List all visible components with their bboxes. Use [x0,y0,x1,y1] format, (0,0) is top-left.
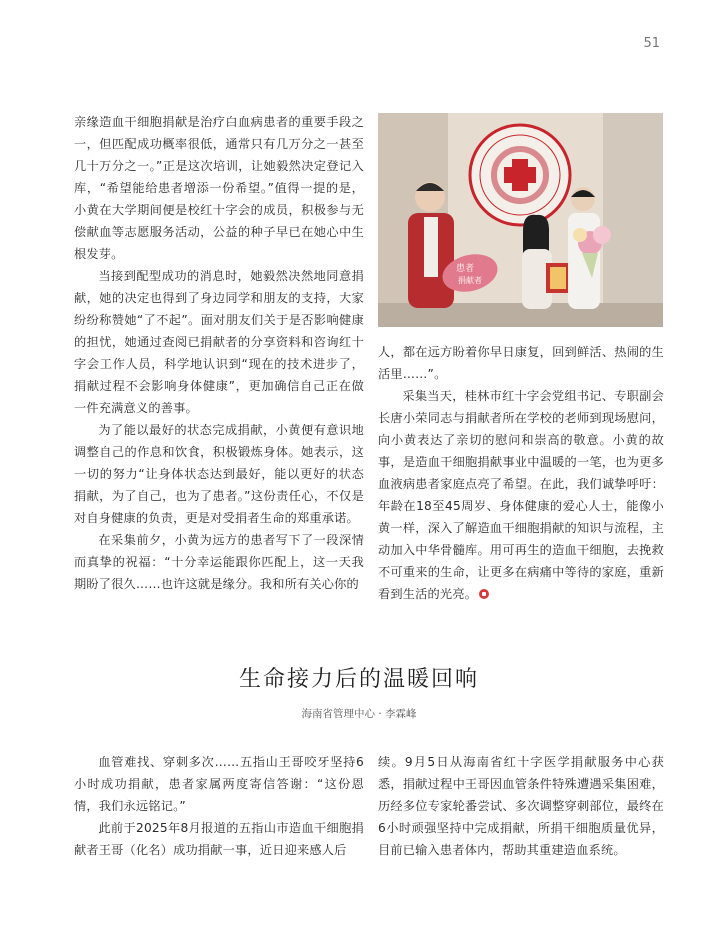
placard-text: 患者 [456,264,475,274]
article-title: 生命接力后的温暖回响 [238,667,479,692]
paragraph: 在采集前夕，小黄为远方的患者写下了一段深情而真挚的祝福：“十分幸运能跟你匹配上，这一天我期盼了很久……也许这就是缘分。我和所有关心你的 [74,533,364,591]
end-mark-icon [479,589,489,599]
paragraph: 亲缘造血干细胞捐献是治疗白血病患者的重要手段之一，但匹配成功概率很低，通常只有几万分之一甚至几十万分之一。”正是这次培训，让她毅然决定登记入库，“希望能给患者增添一份希望。”值得一提的是，小黄在大学期间便是校红十字会的成员，积极参与无偿献血等志愿服务活动，公益的种子早已在她心中生根发芽。 [74,115,364,261]
paragraph: 血管难找、穿刺多次……五指山王哥咬牙坚持6小时成功捐献，患者家属两度寄信答谢：“这份恩情，我们永远铭记。” [74,755,364,813]
paragraph: 此前于2025年8月报道的五指山市造血干细胞捐献者王哥（化名）成功捐献一事，近日迎来感人后 [74,821,364,857]
paragraph: 续。9月5日从海南省红十字医学捐献服务中心获悉，捐献过程中王哥因血管条件特殊遭遇采集困难，历经多位专家轮番尝试、多次调整穿刺部位，最终在6小时顽强坚持中完成捐献，所捐干细胞质量优异，目前已输入患者体内，帮助其重建造血系统。 [378,755,664,857]
donor-photo [378,113,663,327]
article2-left-column [74,751,364,861]
article-author: 海南省管理中心 · 李霖峰 [301,708,417,720]
paragraph [378,385,664,605]
article1-left-column [74,111,364,595]
article1-right-column [378,341,664,605]
paragraph: 人，都在远方盼着你早日康复，回到鲜活、热闹的生活里……”。 [378,345,664,381]
placard-text: 捐献者 [458,276,482,285]
article2-right-column [378,751,664,861]
paragraph-text: 采集当天，桂林市红十字会党组书记、专职副会长唐小荣同志与捐献者所在学校的老师到现场慰问，向小黄表达了亲切的慰问和崇高的敬意。小黄的故事，是造血干细胞捐献事业中温暖的一笔，也为更多血液病患者家庭点亮了希望。在此，我们诚挚呼吁：年龄在18至45周岁、身体健康的爱心人士，能像小黄一样，深入了解造血干细胞捐献的知识与流程，主动加入中华骨髓库。用可再生的造血干细胞，去挽救不可重来的生命，让更多在病痛中等待的家庭，重新看到生活的光亮。 [378,389,664,601]
paragraph: 当接到配型成功的消息时，她毅然决然地同意捐献，她的决定也得到了身边同学和朋友的支持，大家纷纷称赞她“了不起”。面对朋友们关于是否影响健康的担忧，她通过查阅已捐献者的分享资料和咨询红十字会工作人员，科学地认识到“现在的技术进步了，捐献过程不会影响身体健康”，更加确信自己正在做一件充满意义的善事。 [74,269,364,415]
page-number: 51 [643,36,660,51]
paragraph: 为了能以最好的状态完成捐献，小黄便有意识地调整自己的作息和饮食，积极锻炼身体。她表示，这一切的努力“让身体状态达到最好，能以更好的状态捐献，为了自己，也为了患者。”这份责任心，不仅是对自身健康的负责，更是对受捐者生命的郑重承诺。 [74,423,364,525]
